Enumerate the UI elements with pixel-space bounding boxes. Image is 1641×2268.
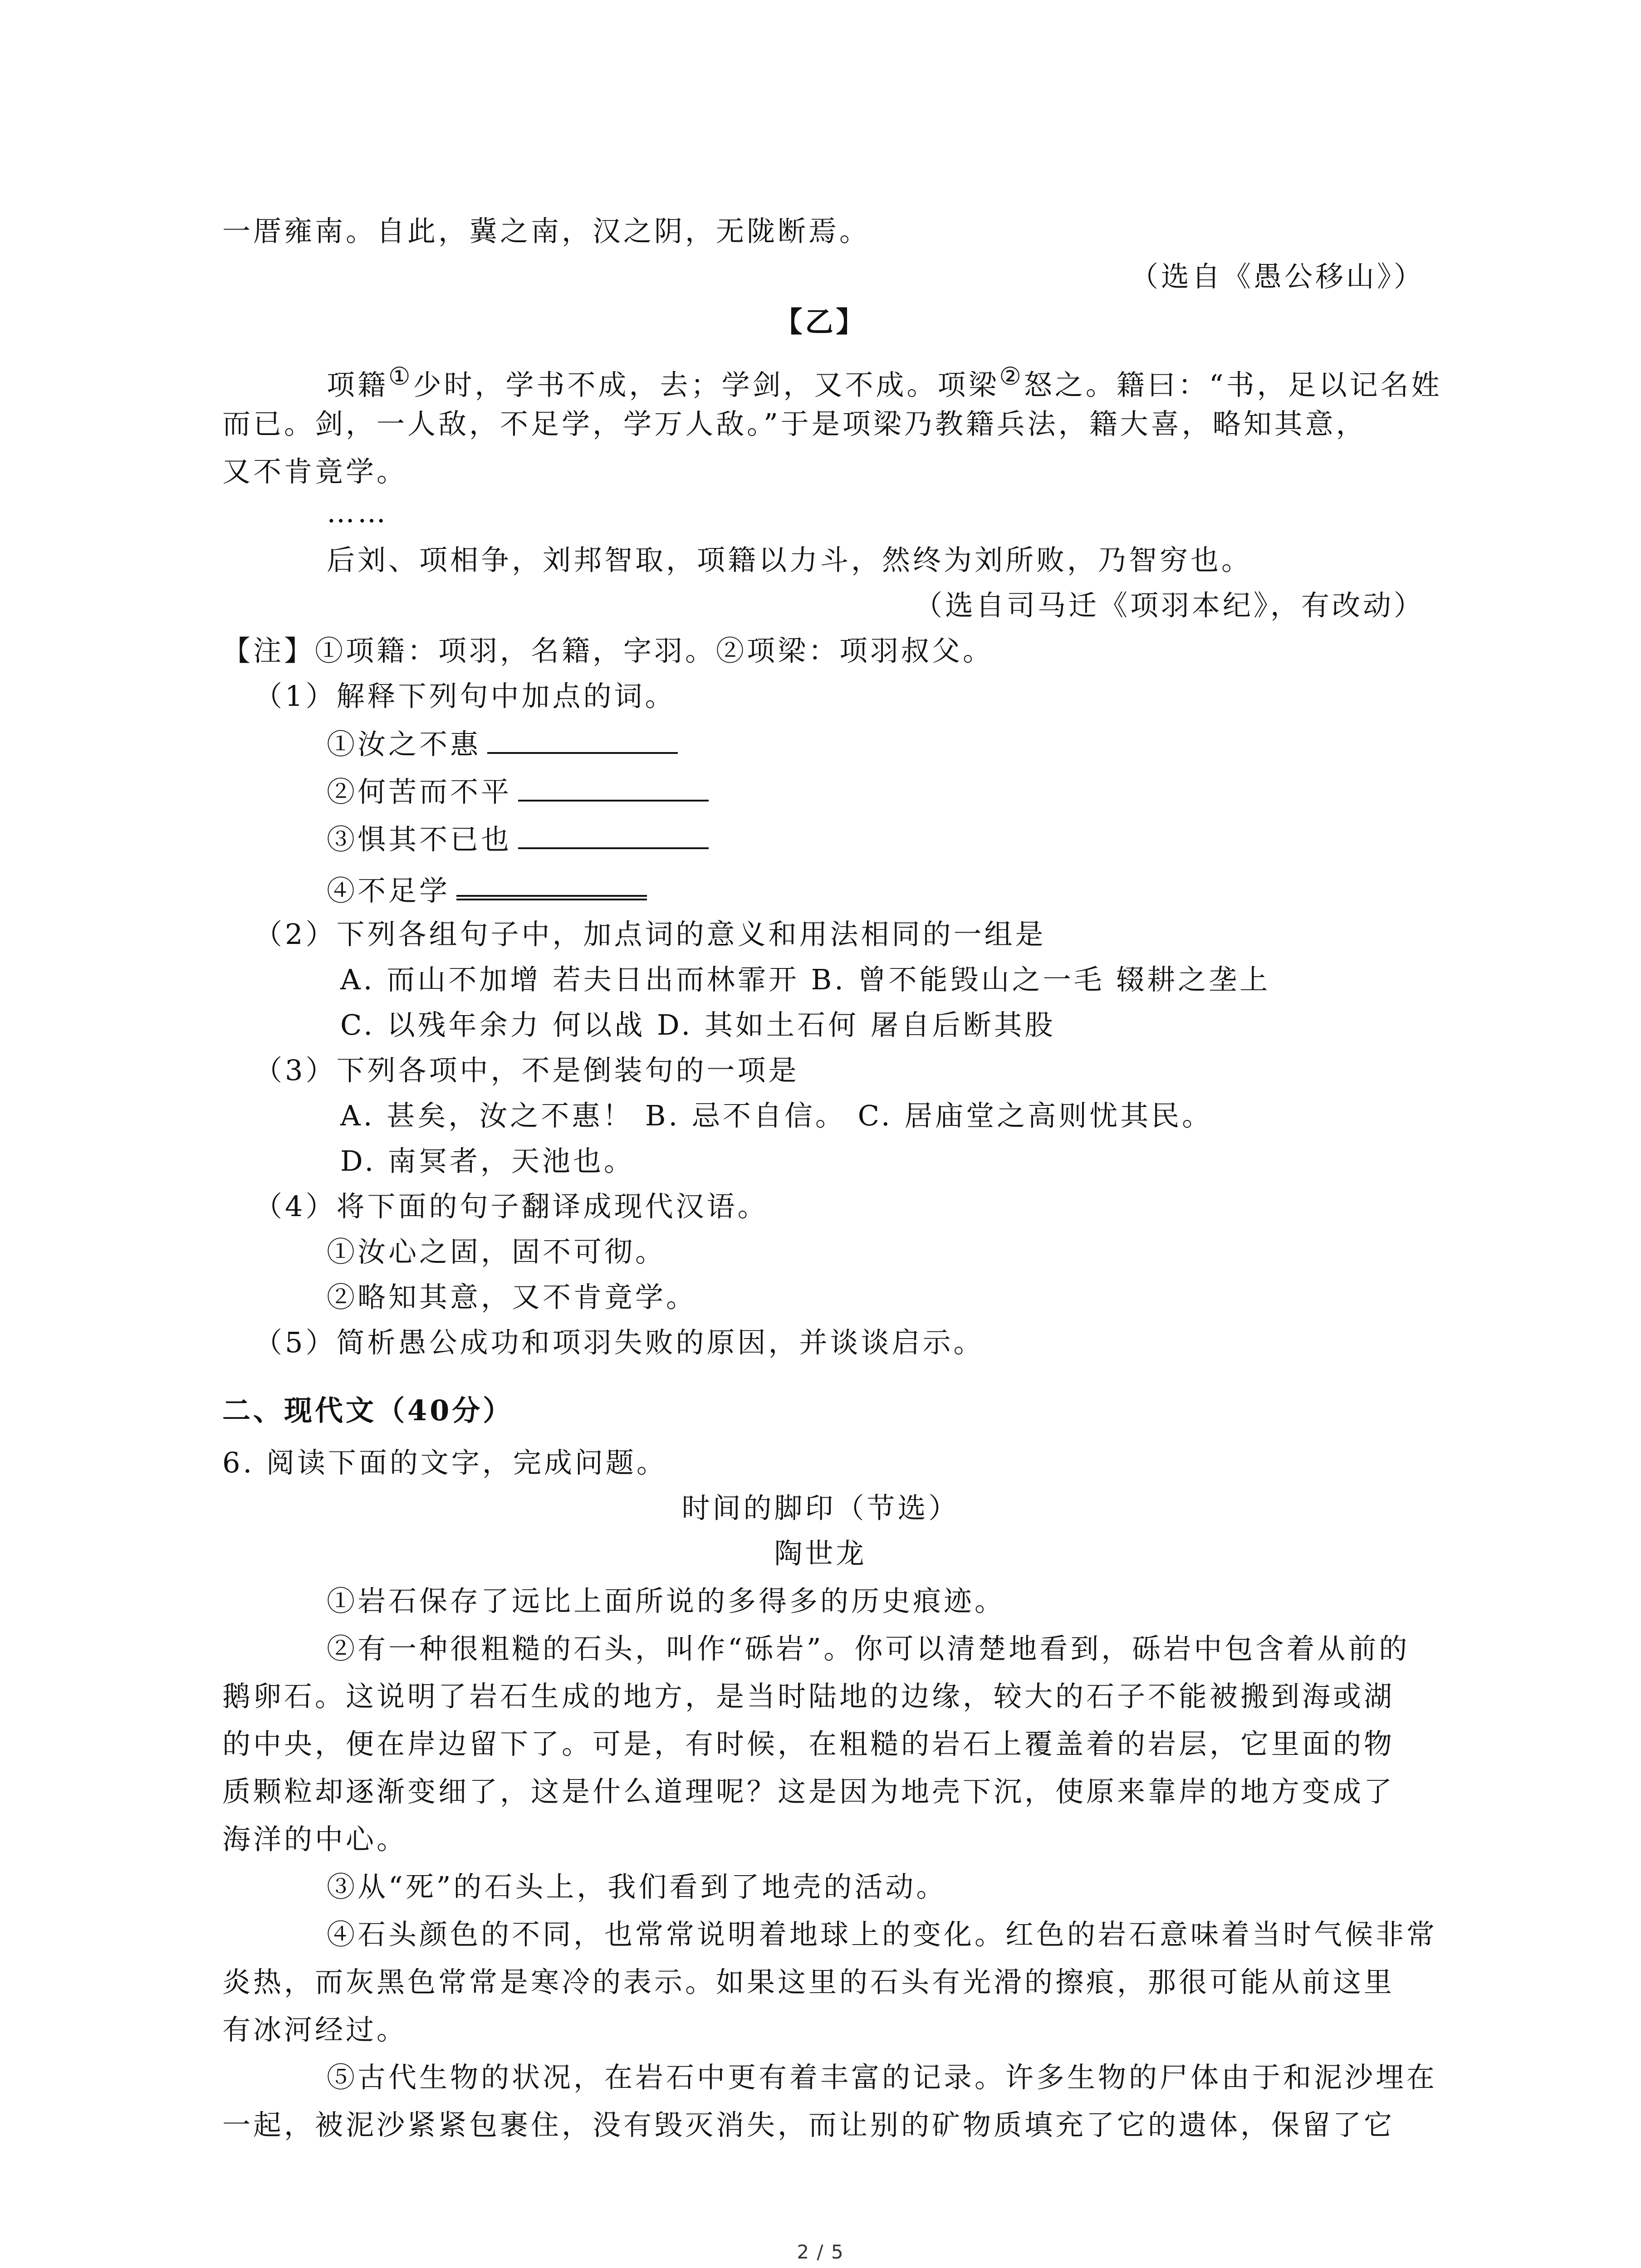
article-line-9: 炎热，而灰黑色常常是寒冷的表示。如果这里的石头有光滑的擦痕，那很可能从前这里 — [222, 1965, 1395, 1999]
section2-heading: 二、现代文（40分） — [222, 1394, 514, 1427]
q4-item-1: ①汝心之固，固不可彻。 — [327, 1235, 666, 1268]
q3-options-line2: D. 南冥者，天池也。 — [340, 1144, 635, 1178]
article-line-2: ②有一种很粗糙的石头，叫作“砾岩”。你可以清楚地看到，砾岩中包含着从前的 — [327, 1632, 1410, 1665]
q3-options-line1: A. 甚矣，汝之不惠！ B. 忌不自信。 C. 居庙堂之高则忧其民。 — [340, 1099, 1213, 1132]
article-line-3: 鹅卵石。这说明了岩石生成的地方，是当时陆地的边缘，较大的石子不能被搬到海或湖 — [222, 1680, 1395, 1713]
jia-source: （选自《愚公移山》） — [1130, 260, 1425, 293]
q6-prompt: 6. 阅读下面的文字，完成问题。 — [222, 1446, 667, 1479]
article-line-4: 的中央，便在岸边留下了。可是，有时候，在粗糙的岩石上覆盖着的岩层，它里面的物 — [222, 1727, 1395, 1760]
q2-options-line1: A. 而山不加增 若夫日出而林霏开 B. 曾不能毁山之一毛 辍耕之垄上 — [340, 963, 1271, 996]
q1-answer-blank-4[interactable] — [456, 869, 647, 900]
q1-item-4 — [327, 869, 647, 909]
yi-note: 【注】①项籍：项羽，名籍，字羽。②项梁：项羽叔父。 — [222, 634, 994, 667]
q1-prompt: （1）解释下列句中加点的词。 — [254, 679, 676, 713]
jia-last-line: 一厝雍南。自此，冀之南，汉之阴，无陇断焉。 — [222, 215, 871, 248]
article-line-10: 有冰河经过。 — [222, 2013, 408, 2046]
q4-prompt: （4）将下面的句子翻译成现代汉语。 — [254, 1190, 769, 1223]
yi-p1-line3: 又不肯竟学。 — [222, 455, 408, 488]
yi-source: （选自司马迁《项羽本纪》，有改动） — [914, 589, 1425, 622]
q3-prompt: （3）下列各项中，不是倒装句的一项是 — [254, 1054, 799, 1087]
q2-prompt: （2）下列各组句子中，加点词的意义和用法相同的一组是 — [254, 918, 1046, 951]
article-line-12: 一起，被泥沙紧紧包裹住，没有毁灭消失，而让别的矿物质填充了它的遗体，保留了它 — [222, 2108, 1395, 2141]
yi-p2: 后刘、项相争，刘邦智取，项籍以力斗，然终为刘所败，乃智穷也。 — [327, 543, 1253, 577]
yi-heading: 【乙】 — [774, 305, 867, 338]
q2-options-line2: C. 以残年余力 何以战 D. 其如土石何 屠自后断其股 — [340, 1008, 1056, 1041]
q4-item-2: ②略知其意，又不肯竟学。 — [327, 1281, 697, 1314]
yi-p1-line2: 而已。剑，一人敌，不足学，学万人敌。”于是项梁乃教籍兵法，籍大喜，略知其意， — [222, 407, 1367, 440]
q1-item-3 — [327, 821, 709, 858]
note-marker-2: ② — [999, 362, 1024, 391]
q1-item-2 — [327, 773, 709, 810]
note-marker-1: ① — [388, 362, 413, 391]
article-line-6: 海洋的中心。 — [222, 1823, 408, 1856]
article-line-7: ③从“死”的石头上，我们看到了地壳的活动。 — [327, 1870, 947, 1903]
yi-p1-line1 — [327, 358, 1442, 403]
yi-p1-text-a: 项籍 — [327, 368, 389, 401]
q1-item-1-text: ①汝之不惠 — [327, 728, 481, 761]
q1-item-4-text: ④不足学 — [327, 874, 451, 907]
article-line-8: ④石头颜色的不同，也常常说明着地球上的变化。红色的岩石意味着当时气候非常 — [327, 1918, 1438, 1951]
article-line-11: ⑤古代生物的状况，在岩石中更有着丰富的记录。许多生物的尸体由于和泥沙埋在 — [327, 2061, 1438, 2094]
yi-p1-text-c: 怒之。籍曰：“书，足以记名姓 — [1024, 368, 1442, 401]
article-line-5: 质颗粒却逐渐变细了，这是什么道理呢？这是因为地壳下沉，使原来靠岸的地方变成了 — [222, 1775, 1395, 1808]
q1-answer-blank-3[interactable] — [518, 821, 709, 849]
page-number: 2 / 5 — [797, 2241, 844, 2263]
q1-item-3-text: ③惧其不已也 — [327, 823, 512, 856]
q1-answer-blank-2[interactable] — [518, 773, 709, 802]
yi-p1-text-b: 少时，学书不成，去；学剑，又不成。项梁 — [413, 368, 999, 401]
q1-item-1 — [327, 726, 678, 763]
article-line-1: ①岩石保存了远比上面所说的多得多的历史痕迹。 — [327, 1584, 1006, 1618]
q5-prompt: （5）简析愚公成功和项羽失败的原因，并谈谈启示。 — [254, 1326, 985, 1359]
yi-ellipsis: …… — [327, 496, 388, 529]
article-author: 陶世龙 — [774, 1537, 867, 1570]
q1-answer-blank-1[interactable] — [487, 726, 678, 754]
article-title: 时间的脚印（节选） — [681, 1491, 960, 1525]
q1-item-2-text: ②何苦而不平 — [327, 775, 512, 808]
